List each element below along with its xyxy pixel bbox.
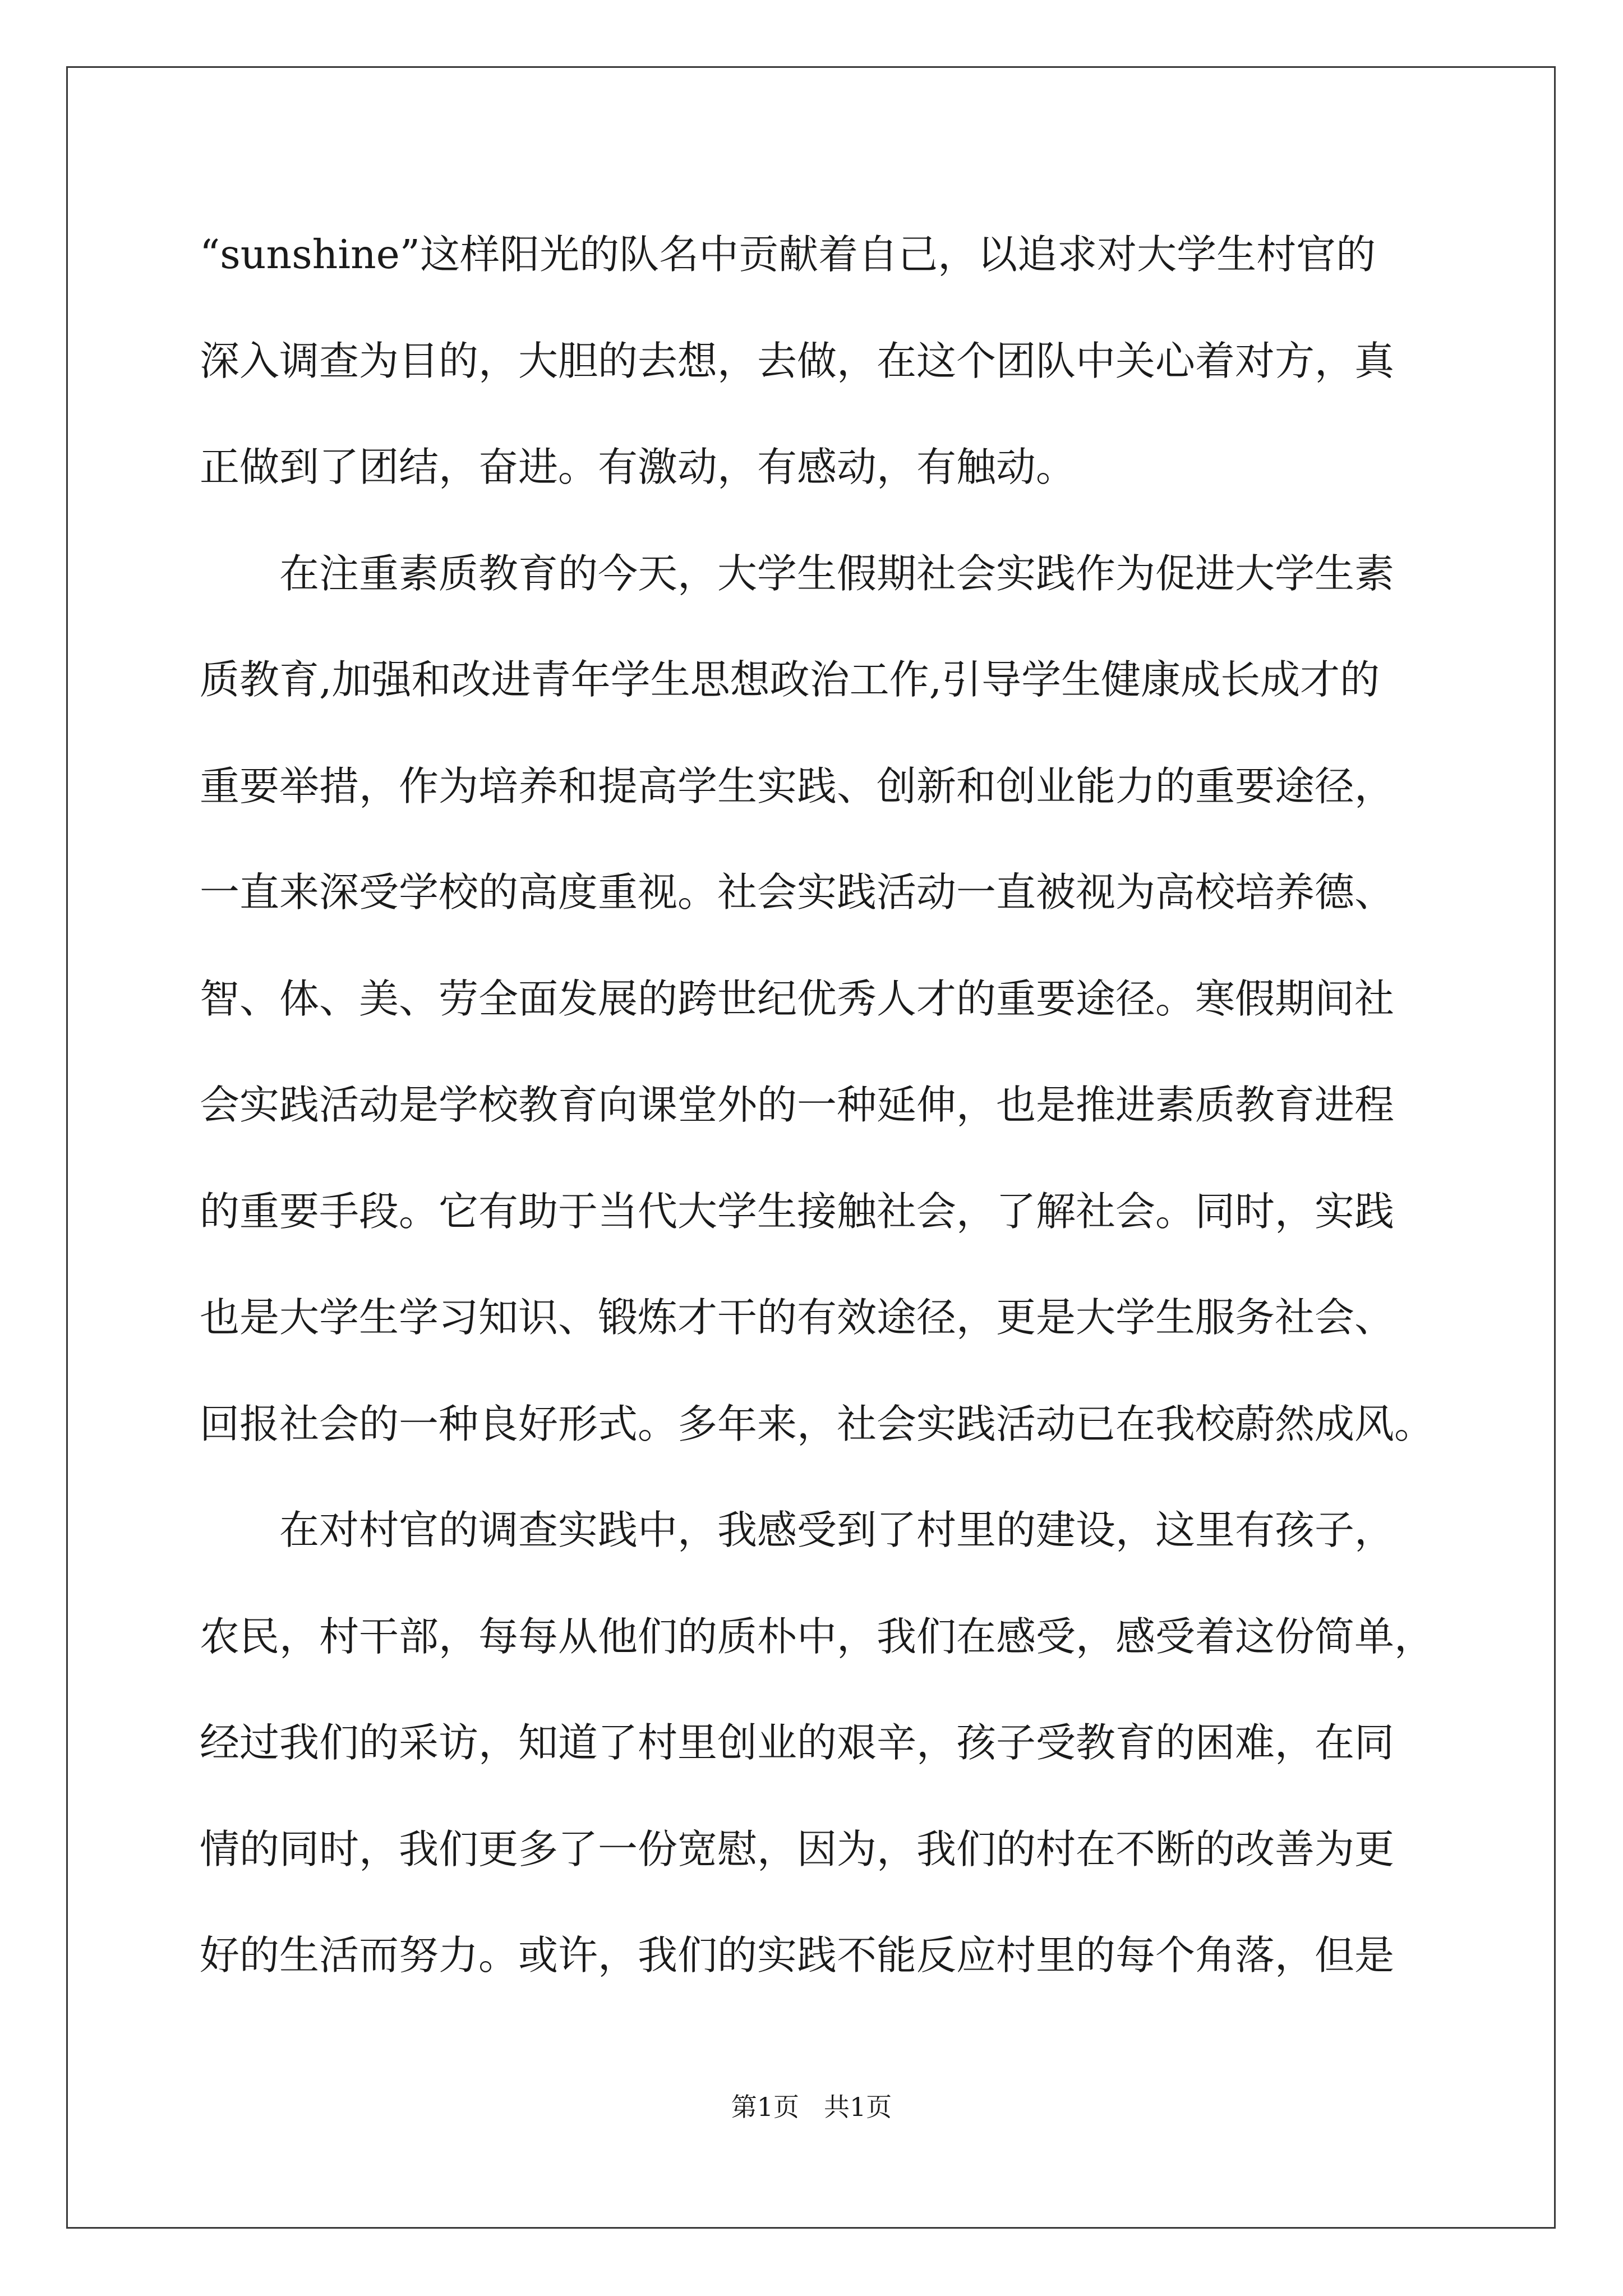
text-line: 智、体、美、劳全面发展的跨世纪优秀人才的重要途径。寒假期间社 <box>200 975 1395 1022</box>
text-line: 经过我们的采访，知道了村里创业的艰辛，孩子受教育的困难，在同 <box>200 1719 1395 1766</box>
text-line: 质教育,加强和改进青年学生思想政治工作,引导学生健康成长成才的 <box>200 656 1380 703</box>
text-line: 正做到了团结，奋进。有激动，有感动，有触动。 <box>200 444 1076 490</box>
page-footer <box>0 2087 1623 2124</box>
text-line: 的重要手段。它有助于当代大学生接触社会，了解社会。同时，实践 <box>200 1188 1395 1235</box>
text-line: 重要举措，作为培养和提高学生实践、创新和创业能力的重要途径， <box>200 762 1395 809</box>
text-line: 一直来深受学校的高度重视。社会实践活动一直被视为高校培养德、 <box>200 869 1395 915</box>
text-line: 在注重素质教育的今天，大学生假期社会实践作为促进大学生素 <box>279 550 1395 597</box>
text-line: 农民，村干部，每每从他们的质朴中，我们在感受，感受着这份简单， <box>200 1613 1435 1660</box>
text-line: 深入调查为目的，大胆的去想，去做，在这个团队中关心着对方，真 <box>200 337 1395 384</box>
text-line: 回报社会的一种良好形式。多年来，社会实践活动已在我校蔚然成风。 <box>200 1400 1435 1447</box>
text-line: 也是大学生学习知识、锻炼才干的有效途径，更是大学生服务社会、 <box>200 1294 1395 1341</box>
text-line: 会实践活动是学校教育向课堂外的一种延伸，也是推进素质教育进程 <box>200 1082 1395 1128</box>
text-line: 情的同时，我们更多了一份宽慰，因为，我们的村在不断的改善为更 <box>200 1825 1395 1872</box>
text-line: 在对村官的调查实践中，我感受到了村里的建设，这里有孩子， <box>279 1507 1395 1553</box>
text-line: 好的生活而努力。或许，我们的实践不能反应村里的每个角落，但是 <box>200 1932 1395 1978</box>
page-total: 共1页 <box>824 2092 892 2122</box>
text-line: “sunshine”这样阳光的队名中贡献着自己，以追求对大学生村官的 <box>200 231 1376 278</box>
page-number: 第1页 <box>731 2092 799 2122</box>
document-body <box>200 213 1456 2021</box>
